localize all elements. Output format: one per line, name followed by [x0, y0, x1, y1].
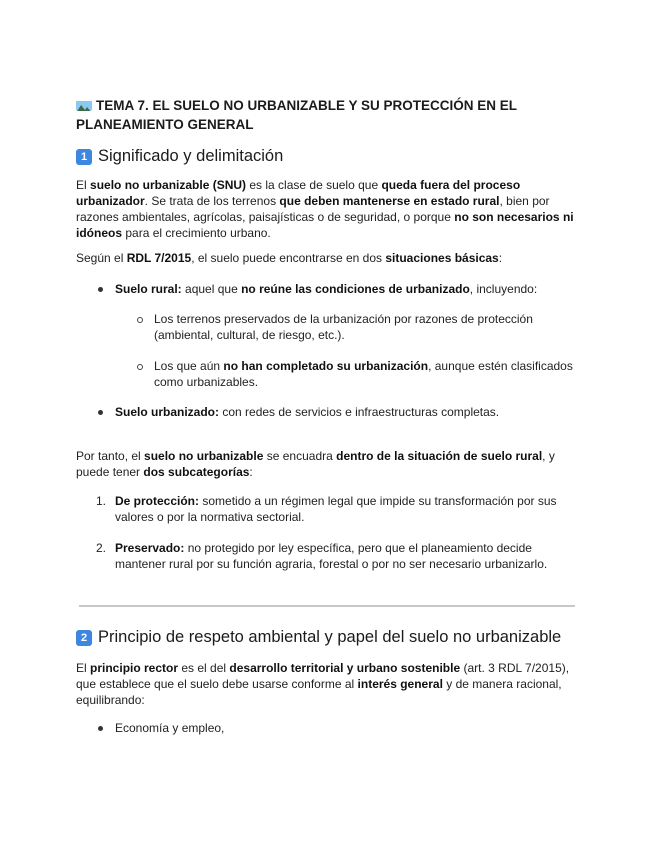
numbered-item-proteccion: De protección: sometido a un régimen legal que impide su transformación por sus valores o por la normativa sectorial. — [115, 494, 557, 524]
hollow-bullet-icon — [137, 317, 143, 323]
list-item-suelo-rural: Suelo rural: aquel que no reúne las condiciones de urbanizado, incluyendo: — [115, 282, 538, 296]
list-item-suelo-urbanizado: Suelo urbanizado: con redes de servicios e infraestructuras completas. — [115, 405, 500, 419]
subcategories-paragraph: Por tanto, el suelo no urbanizable se encuadra dentro de la situación de suelo rural, y puede tener dos subcategorías: — [76, 449, 555, 479]
number-2-icon: 2 — [76, 630, 92, 646]
document-title — [76, 96, 576, 134]
numbered-item-preservado: Preservado: no protegido por ley específica, pero que el planeamiento decide mantener rural por su función agraria, forestal o por no ser necesario urbanizarlo. — [115, 541, 548, 571]
title-line-1: TEMA 7. EL SUELO NO URBANIZABLE Y SU PROTECCIÓN EN EL — [96, 98, 518, 113]
list-number: 1. — [95, 494, 106, 508]
section-2-intro-paragraph: El principio rector es el del desarrollo territorial y urbano sostenible (art. 3 RDL 7/2015), que establece que el suelo debe usarse conforme al interés general y de manera racional, equilibrando: — [76, 661, 570, 707]
bullet-icon — [98, 287, 103, 292]
section-1-intro-paragraph: El suelo no urbanizable (SNU) es la clase de suelo que queda fuera del proceso urbanizador. Se trata de los terrenos que deben mantenerse en estado rural, bien por razones ambientales, agrícolas, paisajísticas o de seguridad, o porque no son necesarios ni idóneos para el crecimiento urbano. — [76, 178, 574, 240]
sub-list-item-no-completado: Los que aún no han completado su urbanización, aunque estén clasificados como urbanizables. — [154, 359, 573, 389]
hollow-bullet-icon — [137, 364, 143, 370]
section-2-heading — [76, 626, 561, 648]
situations-paragraph: Según el RDL 7/2015, el suelo puede encontrarse en dos situaciones básicas: — [76, 251, 503, 265]
landscape-emoji-icon — [76, 99, 92, 111]
number-1-icon: 1 — [76, 149, 92, 165]
section-2-heading-text: Principio de respeto ambiental y papel del suelo no urbanizable — [98, 628, 562, 646]
horizontal-divider — [79, 605, 575, 607]
section-1-heading — [76, 145, 283, 167]
title-line-2: PLANEAMIENTO GENERAL — [76, 117, 254, 132]
list-number: 2. — [95, 541, 106, 555]
section-1-heading-text: Significado y delimitación — [98, 147, 284, 165]
bullet-icon — [98, 726, 103, 731]
list-item-economia: Economía y empleo, — [115, 721, 225, 735]
bullet-icon — [98, 410, 103, 415]
sub-list-item-preservados: Los terrenos preservados de la urbanización por razones de protección (ambiental, cultural, de riesgo, etc.). — [154, 312, 533, 342]
